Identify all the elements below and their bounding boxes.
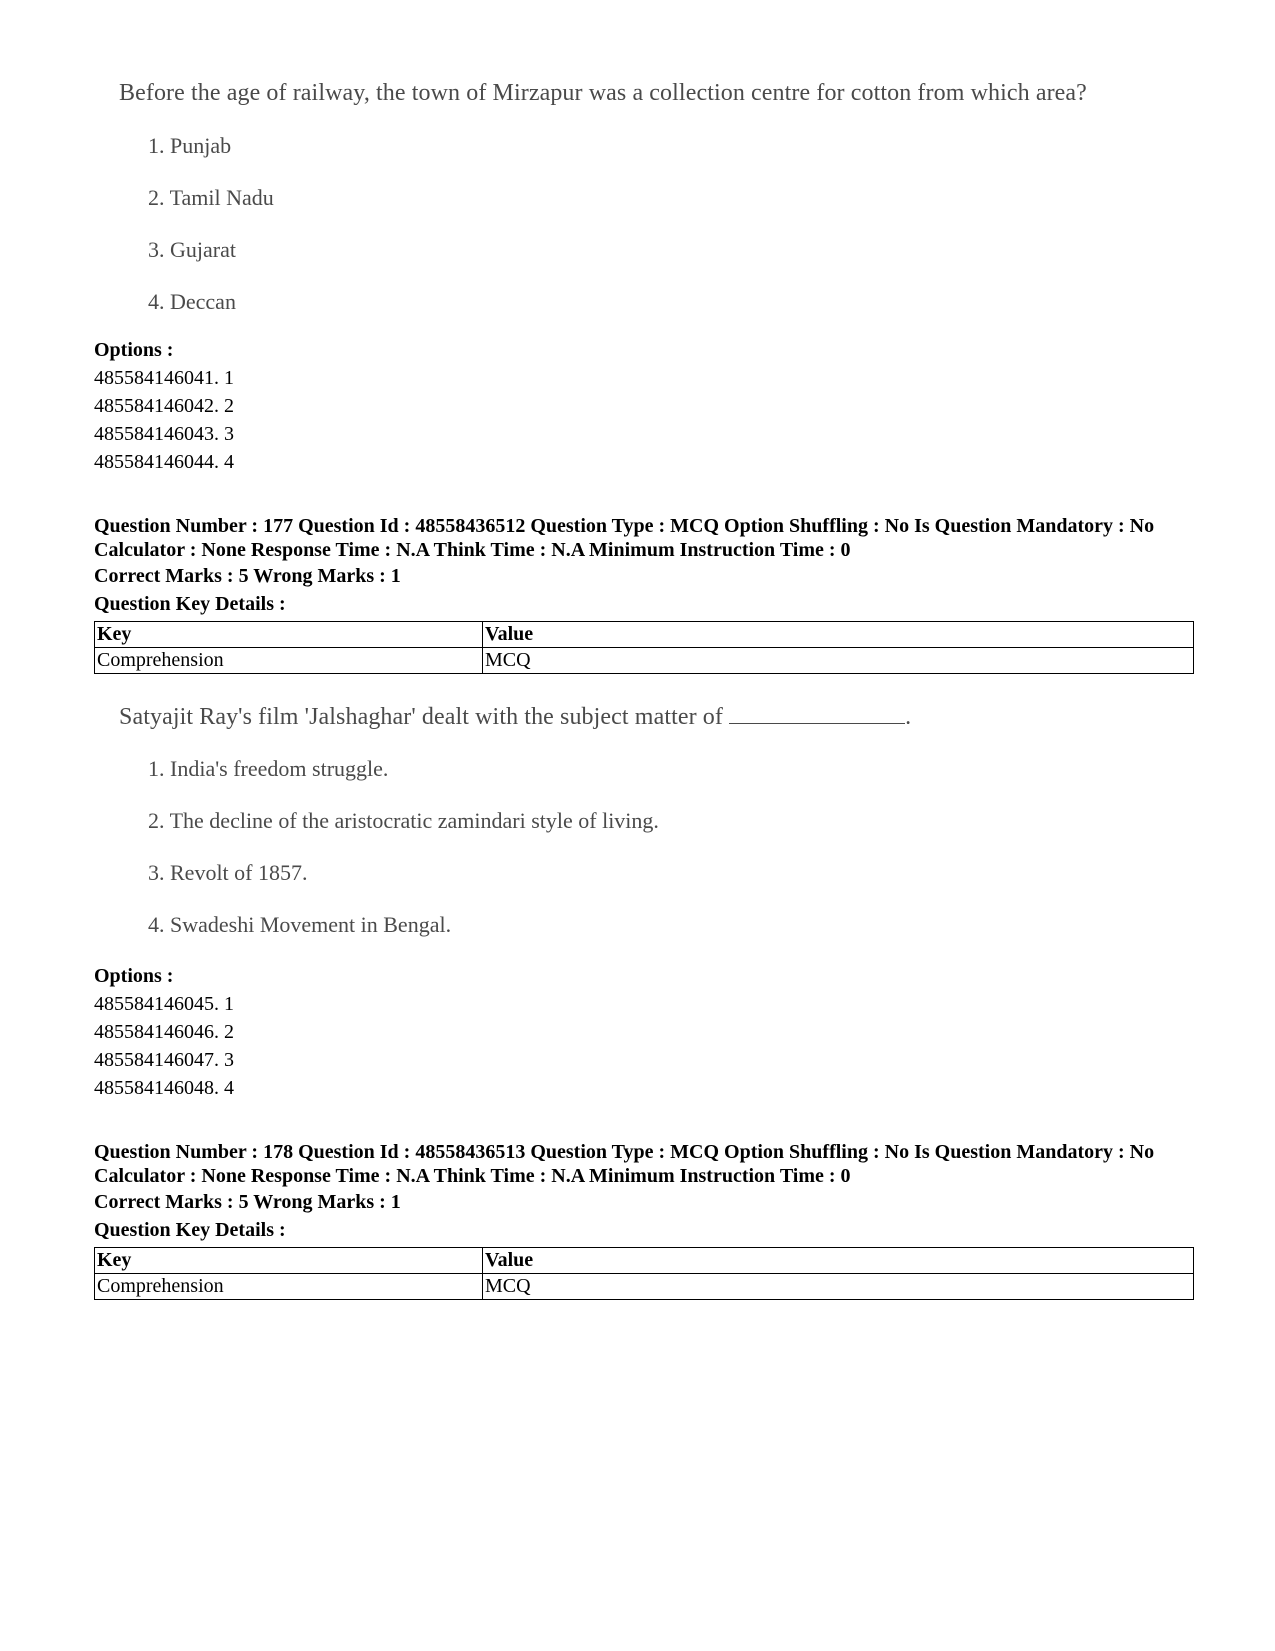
question-text: Before the age of railway, the town of Mirzapur was a collection centre for cotton from which area?	[119, 80, 1087, 106]
option-line: 485584146048. 4	[94, 1077, 234, 1099]
option-line: 485584146045. 1	[94, 993, 234, 1015]
table-row	[95, 648, 1194, 674]
question-choice: 1. India's freedom struggle.	[148, 756, 389, 781]
question-choice: 3. Revolt of 1857.	[148, 860, 308, 885]
question-meta: Question Number : 178 Question Id : 48558436513 Question Type : MCQ Option Shuffling : No Is Question Mandatory : No Calculator : None Response Time : N.A Think Time : N.A Minimum Instruction Time : 0	[94, 1141, 1155, 1187]
table-cell: MCQ	[483, 648, 1194, 674]
table-header-cell: Value	[483, 622, 1194, 648]
table-header-cell: Value	[483, 1248, 1194, 1274]
question-text	[119, 703, 911, 731]
table-cell: MCQ	[483, 1274, 1194, 1300]
fill-blank	[729, 703, 905, 724]
question-choice: 4. Swadeshi Movement in Bengal.	[148, 912, 452, 937]
question-text-post: .	[905, 704, 912, 730]
key-details-label: Question Key Details :	[94, 593, 286, 615]
key-details-label: Question Key Details :	[94, 1219, 286, 1241]
marks-line: Correct Marks : 5 Wrong Marks : 1	[94, 1191, 401, 1213]
question-choice: 2. The decline of the aristocratic zamindari style of living.	[148, 808, 659, 833]
table-row	[95, 1274, 1194, 1300]
table-cell: Comprehension	[95, 1274, 483, 1300]
marks-line: Correct Marks : 5 Wrong Marks : 1	[94, 565, 401, 587]
question-text-pre: Satyajit Ray's film 'Jalshaghar' dealt with the subject matter of	[119, 704, 723, 730]
option-line: 485584146042. 2	[94, 395, 234, 417]
question-choice: 4. Deccan	[148, 289, 236, 314]
key-details-table	[94, 621, 1194, 674]
question-meta: Question Number : 177 Question Id : 48558436512 Question Type : MCQ Option Shuffling : No Is Question Mandatory : No Calculator : None Response Time : N.A Think Time : N.A Minimum Instruction Time : 0	[94, 515, 1155, 561]
table-cell: Comprehension	[95, 648, 483, 674]
table-header-row	[95, 1248, 1194, 1274]
question-choice: 2. Tamil Nadu	[148, 185, 274, 210]
table-header-cell: Key	[95, 1248, 483, 1274]
option-line: 485584146044. 4	[94, 451, 234, 473]
key-details-table	[94, 1247, 1194, 1300]
option-line: 485584146047. 3	[94, 1049, 234, 1071]
option-line: 485584146043. 3	[94, 423, 234, 445]
options-label: Options :	[94, 339, 174, 361]
question-choice: 3. Gujarat	[148, 237, 236, 262]
option-line: 485584146046. 2	[94, 1021, 234, 1043]
options-label: Options :	[94, 965, 174, 987]
table-header-row	[95, 622, 1194, 648]
option-line: 485584146041. 1	[94, 367, 234, 389]
question-choice: 1. Punjab	[148, 133, 232, 158]
table-header-cell: Key	[95, 622, 483, 648]
